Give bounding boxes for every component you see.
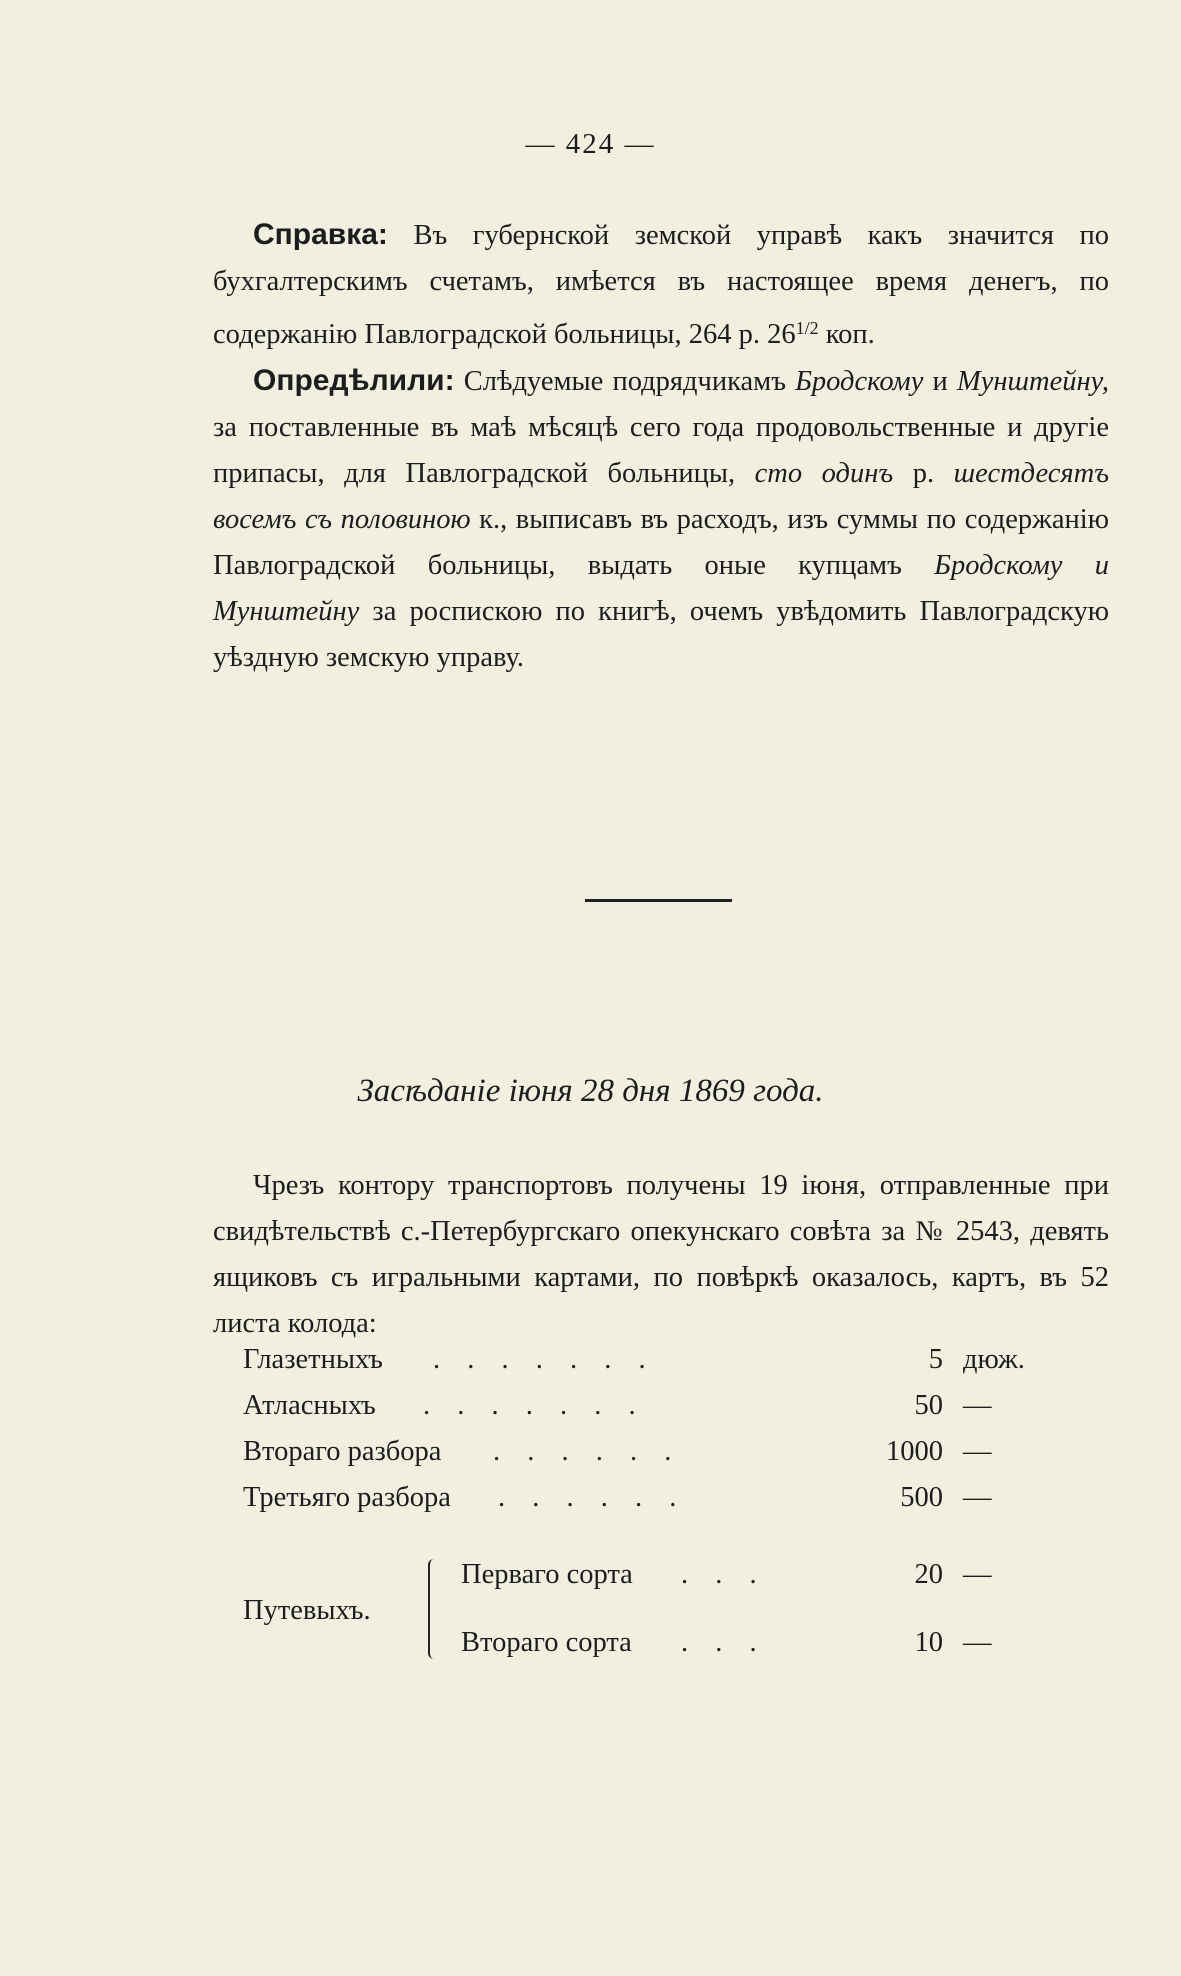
list-item	[243, 1344, 1043, 1390]
card-type-name: Глазетныхъ	[243, 1344, 383, 1375]
opredelili-label: Опредѣлили:	[253, 364, 455, 397]
spravka-paragraph	[213, 212, 1109, 358]
transport-section	[213, 1163, 1109, 1347]
opredelili-merchants: Бродскому и Мунштейну	[213, 550, 1109, 627]
putevye-group	[243, 1555, 1043, 1665]
list-item	[461, 1627, 1043, 1667]
list-item	[461, 1559, 1043, 1599]
card-unit: —	[963, 1436, 992, 1467]
opredelili-text-1: Слѣдуемые подрядчикамъ	[454, 366, 796, 397]
brace-icon	[428, 1559, 442, 1659]
spravka-tail: коп.	[818, 319, 875, 350]
card-unit: —	[963, 1627, 992, 1658]
card-quantity: 5	[928, 1344, 943, 1375]
opredelili-text-4: р.	[893, 458, 954, 489]
opredelili-name-brodsky: Бродскому	[795, 366, 924, 397]
leader-dots: . . . . . . .	[423, 1390, 646, 1421]
spravka-label: Справка:	[253, 218, 388, 251]
opredelili-amount-kopecks: шестдесятъ восемъ съ половиною	[213, 458, 1109, 535]
leader-dots: . . .	[681, 1559, 767, 1590]
putevye-label: Путевыхъ.	[243, 1595, 371, 1626]
cards-list	[243, 1344, 1043, 1528]
card-quantity: 20	[914, 1559, 943, 1590]
page-number: — 424 —	[525, 128, 656, 160]
section-divider	[585, 899, 732, 902]
card-unit: —	[963, 1559, 992, 1590]
spravka-section	[213, 212, 1109, 681]
list-item	[243, 1482, 1043, 1528]
transport-text: Чрезъ контору транспортовъ получены 19 іюня, отправленные при свидѣтельствѣ с.-Петербургскаго опекунскаго совѣта за № 2543, девять ящиковъ съ игральными картами, по повѣркѣ оказалось, картъ, въ 52 листа колода:	[213, 1170, 1109, 1339]
card-quantity: 500	[900, 1482, 943, 1513]
opredelili-text-5: к., выписавъ въ расходъ, изъ суммы по содержанію Павлоградской больницы, выдать оные купцамъ	[213, 504, 1109, 581]
opredelili-text-2: и	[923, 366, 957, 397]
card-quantity: 10	[914, 1627, 943, 1658]
leader-dots: . . . . . .	[498, 1482, 687, 1513]
opredelili-text-6: за роспискою по книгѣ, очемъ увѣдомить Павлоградскую уѣздную земскую управу.	[213, 596, 1109, 673]
card-type-name: Втораго разбора	[243, 1436, 442, 1467]
card-type-name: Втораго сорта	[461, 1627, 632, 1658]
card-quantity: 1000	[886, 1436, 943, 1467]
card-quantity: 50	[914, 1390, 943, 1421]
opredelili-name-munshtein: Мунштейну,	[956, 366, 1109, 397]
card-type-name: Атласныхъ	[243, 1390, 376, 1421]
spravka-fraction: 1/2	[795, 318, 819, 338]
list-item	[243, 1390, 1043, 1436]
session-heading: Засѣданіе іюня 28 дня 1869 года.	[357, 1073, 824, 1109]
spravka-text: Въ губернской земской управѣ какъ значится по бухгалтерскимъ счетамъ, имѣется въ настоящее время денегъ, по содержанію Павлоградской больницы, 264 р. 26	[213, 220, 1110, 350]
card-unit: дюж.	[963, 1344, 1025, 1375]
opredelili-paragraph	[213, 358, 1109, 681]
list-item	[243, 1436, 1043, 1482]
opredelili-text-3: за поставленные въ маѣ мѣсяцѣ сего года продовольственные и другіе припасы, для Павлоградской больницы,	[213, 412, 1109, 489]
card-unit: —	[963, 1482, 992, 1513]
leader-dots: . . .	[681, 1627, 767, 1658]
opredelili-amount-rubles: сто одинъ	[754, 458, 894, 489]
card-type-name: Третьяго разбора	[243, 1482, 451, 1513]
card-unit: —	[963, 1390, 992, 1421]
card-type-name: Перваго сорта	[461, 1559, 633, 1590]
leader-dots: . . . . . . .	[433, 1344, 656, 1375]
leader-dots: . . . . . .	[493, 1436, 682, 1467]
transport-paragraph	[213, 1163, 1109, 1347]
